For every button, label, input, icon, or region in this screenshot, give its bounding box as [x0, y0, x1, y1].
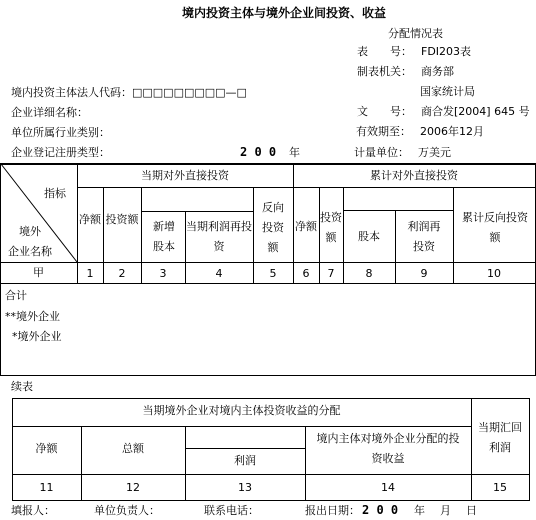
- report-date-year-unit: 年: [414, 504, 425, 517]
- col-total-distribution: 总额: [122, 442, 144, 455]
- report-date-day-unit: 日: [466, 504, 477, 517]
- total-row-label: 合计: [5, 289, 27, 302]
- industry-field: 单位所属行业类别：: [11, 126, 110, 139]
- overseas-enterprise-secondary: *境外企业: [12, 330, 62, 343]
- doc-number-value: 商合发[2004] 645 号: [421, 105, 530, 118]
- unit-label: 计量单位：: [354, 146, 409, 159]
- col-investment-current: 投资额: [105, 213, 139, 226]
- row-jia: 甲: [33, 266, 44, 279]
- col-number: 11: [39, 481, 54, 494]
- col-remitted-profit: 当期汇回利润: [478, 421, 522, 454]
- col-reinvest-cumulative: 利润再投资: [407, 220, 441, 253]
- col-reverse-cumulative: 累计反向投资额: [462, 211, 528, 244]
- report-date-label: 报出日期：: [305, 504, 360, 517]
- col-number: 13: [238, 481, 252, 494]
- col-number: 15: [493, 481, 507, 494]
- col-number: 2: [118, 267, 126, 280]
- report-title: 境内投资主体与境外企业间投资、收益: [182, 6, 387, 20]
- reg-year-suffix: 年: [289, 146, 300, 159]
- issuer-value: 商务部: [421, 65, 454, 78]
- reg-year-prefix: 2 0 0: [240, 145, 277, 159]
- col-number: 9: [420, 267, 428, 280]
- col-number: 6: [302, 267, 310, 280]
- report-date-year: 2 0 0: [362, 503, 399, 517]
- col-number: 5: [269, 267, 277, 280]
- valid-until-label: 有效期至：: [356, 125, 411, 138]
- distribution-group-header: 当期境外企业对境内主体投资收益的分配: [142, 404, 341, 417]
- col-net-cumulative: 净额: [295, 220, 317, 233]
- col-investment-cumulative: 投资额: [320, 211, 342, 244]
- unit-value: 万美元: [418, 146, 451, 159]
- col-number: 7: [327, 267, 335, 280]
- col-domestic-distribution: 境内主体对境外企业分配的投资收益: [316, 432, 460, 465]
- issuer-label: 制表机关：: [357, 65, 412, 78]
- table-no-label: 表 号：: [357, 45, 412, 58]
- corner-company-name: 企业名称: [8, 245, 52, 258]
- corner-indicator: 指标: [44, 187, 66, 200]
- col-new-equity: 新增股本: [153, 220, 175, 253]
- col-reinvest-current: 当期利润再投资: [186, 220, 252, 253]
- reg-type-field: 企业登记注册类型：: [11, 146, 110, 159]
- filler-label: 填报人：: [11, 504, 55, 517]
- company-name-field: 企业详细名称：: [11, 106, 88, 119]
- group-cumulative-investment: 累计对外直接投资: [370, 169, 458, 182]
- doc-number-label: 文 号：: [357, 105, 412, 118]
- valid-until-value: 2006年12月: [420, 125, 484, 138]
- continued-label: 续表: [11, 380, 33, 393]
- col-net-distribution: 净额: [35, 442, 58, 455]
- corner-overseas: 境外: [19, 225, 41, 238]
- unit-chief-label: 单位负责人：: [94, 504, 160, 517]
- col-number: 12: [126, 481, 140, 494]
- col-net-current: 净额: [79, 213, 101, 226]
- col-equity-cumulative: 股本: [358, 230, 380, 243]
- group-current-investment: 当期对外直接投资: [141, 169, 229, 182]
- col-number: 4: [215, 267, 223, 280]
- col-profit: 利润: [234, 454, 256, 467]
- table-no-value: FDI203表: [421, 45, 472, 58]
- report-date-month-unit: 月: [440, 504, 451, 517]
- overseas-enterprise-primary: **境外企业: [5, 310, 60, 323]
- report-subtitle: 分配情况表: [388, 27, 443, 40]
- col-number: 3: [159, 267, 167, 280]
- col-number: 14: [381, 481, 395, 494]
- col-reverse-current: 反向投资额: [262, 201, 284, 254]
- col-number: 1: [86, 267, 94, 280]
- col-number: 10: [487, 267, 501, 280]
- col-number: 8: [365, 267, 373, 280]
- issuer-value-2: 国家统计局: [420, 85, 475, 98]
- contact-phone-label: 联系电话：: [204, 504, 259, 517]
- legal-code-field: 境内投资主体法人代码：□□□□□□□□□—□: [11, 86, 247, 99]
